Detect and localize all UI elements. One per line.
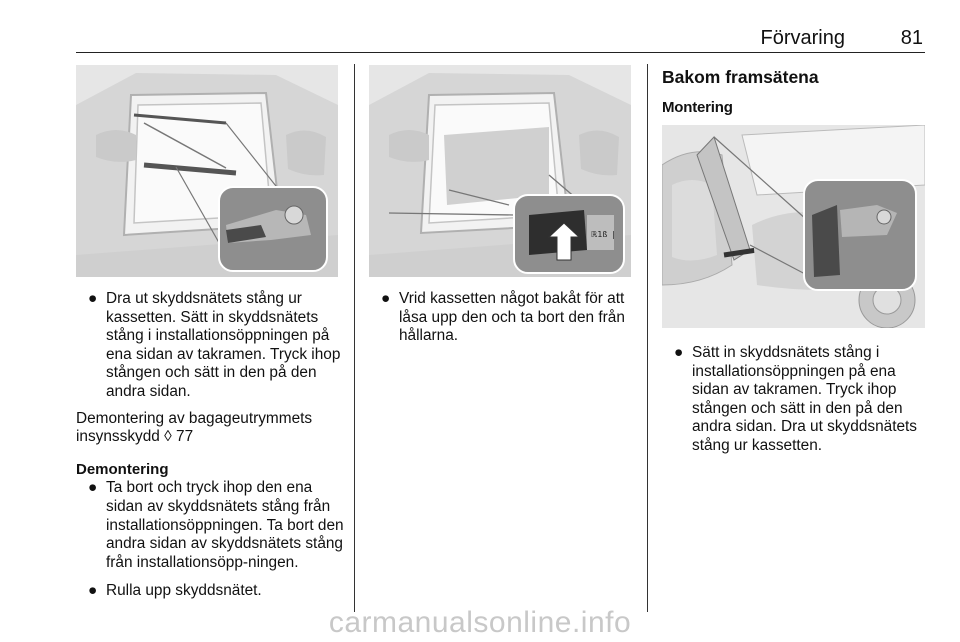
column-2-text [369, 290, 634, 346]
cassette-illustration [369, 65, 631, 277]
section-heading: Bakom framsätena [662, 67, 819, 87]
list-item [76, 479, 346, 572]
column-3-text [662, 344, 928, 456]
list-item [662, 344, 928, 456]
figure-rear-seat-net [662, 125, 925, 328]
column-1-text [76, 290, 346, 601]
paragraph-text: Demontering av bagageutrymmets insynsskydd [76, 409, 313, 446]
instruction-text: Ta bort och tryck ihop den ena sidan av skyddsnätets stång från installationsöppningen. Ta bort den andra sidan av skyddsnätets stång från installationsöpp-ningen. [106, 479, 344, 571]
column-divider-right [647, 64, 648, 612]
page-header [76, 26, 925, 53]
bullet-icon: ● [88, 479, 98, 497]
bullet-icon: ● [88, 582, 98, 600]
page-number: 81 [900, 27, 923, 49]
subheading: Montering [662, 99, 733, 116]
list-item [369, 290, 634, 346]
watermark: carmanualsonline.info [328, 606, 632, 639]
figure-trunk-rod-install [76, 65, 338, 277]
subheading: Demontering [76, 460, 169, 478]
instruction-text: Vrid kassetten något bakåt för att låsa upp den och ta bort den från hållarna. [399, 290, 625, 345]
bullet-icon: ● [674, 344, 684, 361]
figure-cassette-unlock [369, 65, 631, 277]
list-item [76, 582, 346, 601]
instruction-text: Sätt in skyddsnätets stång i installationsöppningen på ena sidan av takramen. Tryck ihop stången och sätt in den på den andra sidan. Dra ut skyddsnätets stång ur kassetten. [692, 344, 917, 454]
section-title: Förvaring [760, 27, 845, 49]
paragraph [76, 410, 346, 447]
list-item [76, 290, 346, 402]
trunk-illustration [76, 65, 338, 277]
instruction-text: Dra ut skyddsnätets stång ur kassetten. Sätt in skyddsnätets stång i installationsöppningen på ena sidan av takramen. Tryck ihop stången och sätt in den på den andra sidan. [106, 290, 341, 400]
page-reference-link[interactable]: ◊ 77 [164, 428, 194, 446]
instruction-text: Rulla upp skyddsnätet. [106, 582, 262, 600]
column-divider-left [354, 64, 355, 612]
rear-seat-illustration [662, 125, 925, 328]
bullet-icon: ● [88, 290, 98, 307]
bullet-icon: ● [381, 290, 391, 307]
figure-label: ℝ1ß ❘ [591, 230, 617, 239]
